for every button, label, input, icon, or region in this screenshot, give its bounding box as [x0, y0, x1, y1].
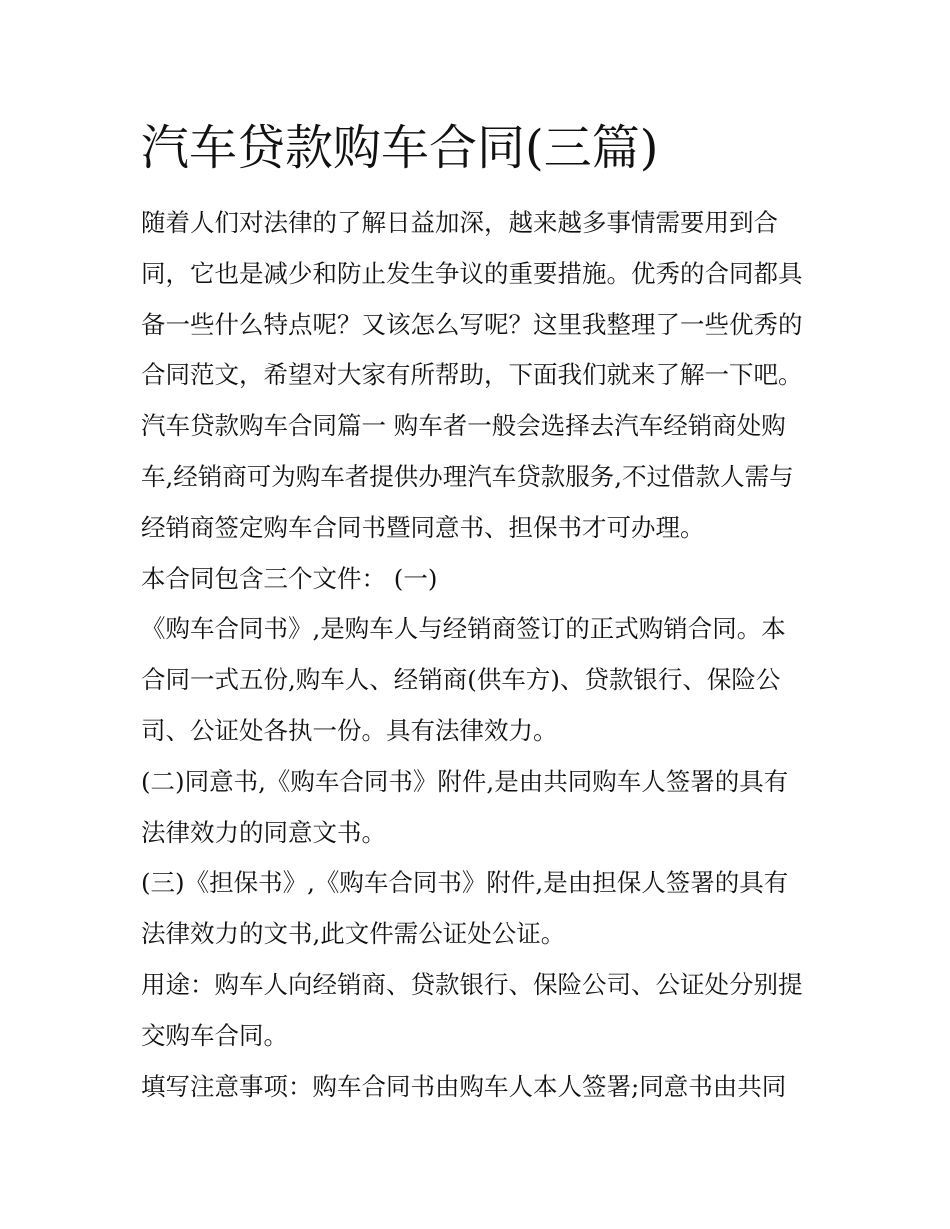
body-line: 司、公证处各执一份。具有法律效力。: [141, 715, 558, 745]
body-line: 本合同包含三个文件： (一): [141, 563, 438, 593]
body-line: 用途：购车人向经销商、贷款银行、保险公司、公证处分别提: [141, 969, 803, 999]
document-body: [141, 198, 821, 1112]
body-line: 填写注意事项：购车合同书由购车人本人签署;同意书由共同: [141, 1071, 787, 1101]
body-line: 合同一式五份,购车人、经销商(供车方)、贷款银行、保险公: [141, 665, 781, 695]
body-line: 合同范文，希望对大家有所帮助，下面我们就来了解一下吧。: [141, 360, 803, 390]
body-line: 法律效力的文书,此文件需公证处公证。: [141, 919, 566, 949]
body-line: 汽车贷款购车合同篇一 购车者一般会选择去汽车经销商处购: [141, 411, 786, 441]
body-line: 交购车合同。: [141, 1020, 288, 1050]
body-line: (二)同意书,《购车合同书》附件,是由共同购车人签署的具有: [141, 766, 789, 796]
body-line: (三)《担保书》,《购车合同书》附件,是由担保人签署的具有: [141, 868, 789, 898]
body-line: 经销商签定购车合同书暨同意书、担保书才可办理。: [141, 512, 705, 542]
body-line: 法律效力的同意文书。: [141, 817, 386, 847]
body-line: 备一些什么特点呢？又该怎么写呢？这里我整理了一些优秀的: [141, 309, 803, 339]
body-line: 随着人们对法律的了解日益加深，越来越多事情需要用到合: [141, 208, 778, 237]
body-line: 同，它也是减少和防止发生争议的重要措施。优秀的合同都具: [141, 258, 803, 288]
document-title: 汽车贷款购车合同(三篇): [141, 120, 659, 176]
body-line: 车,经销商可为购车者提供办理汽车贷款服务,不过借款人需与: [141, 461, 794, 491]
body-line: 《购车合同书》,是购车人与经销商签订的正式购销合同。本: [141, 614, 786, 644]
